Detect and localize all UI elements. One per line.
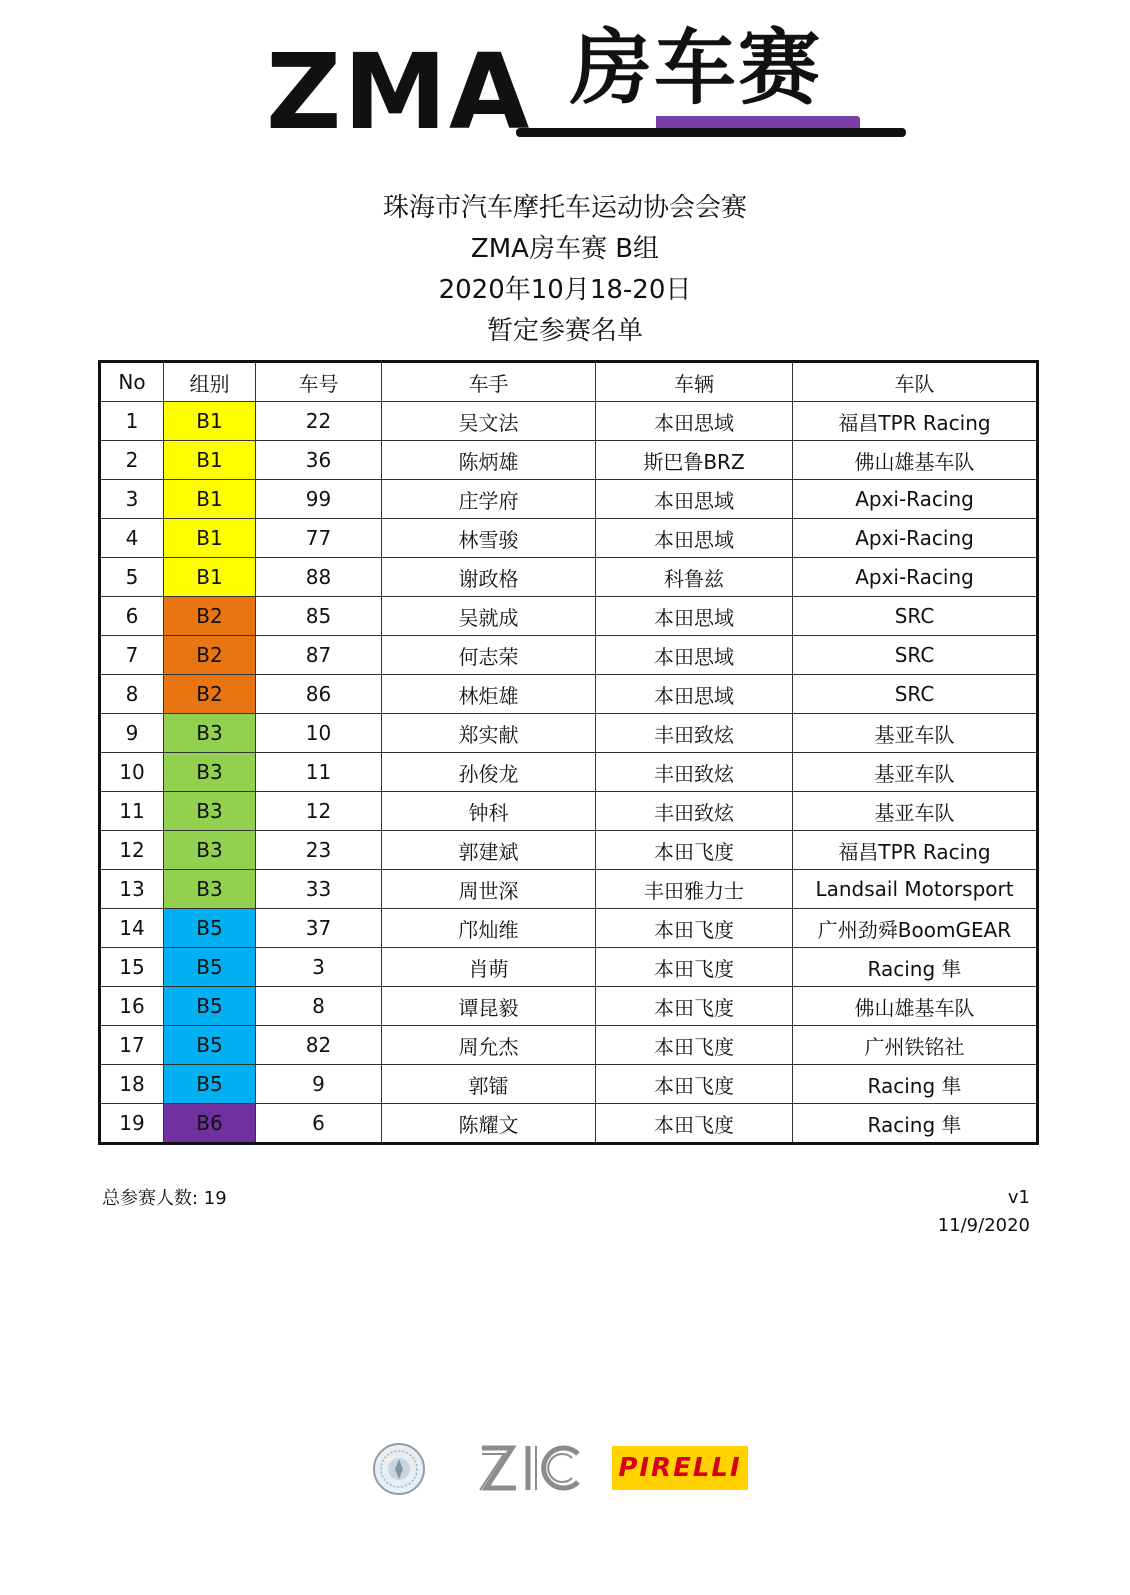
cell-vehicle: 本田飞度 — [596, 1104, 793, 1144]
cell-vehicle: 本田思域 — [596, 597, 793, 636]
cell-no: 6 — [100, 597, 164, 636]
table-row — [100, 636, 1038, 675]
cell-vehicle: 本田飞度 — [596, 948, 793, 987]
cell-group: B2 — [164, 636, 256, 675]
version-label: v1 — [1007, 1187, 1030, 1208]
cell-car-number: 6 — [256, 1104, 382, 1144]
cell-driver: 钟科 — [382, 792, 596, 831]
cell-car-number: 85 — [256, 597, 382, 636]
cell-driver: 谢政格 — [382, 558, 596, 597]
cell-no: 11 — [100, 792, 164, 831]
sponsor-logos — [0, 1440, 1130, 1504]
cell-vehicle: 本田思域 — [596, 675, 793, 714]
cell-car-number: 22 — [256, 402, 382, 441]
table-row — [100, 402, 1038, 441]
cell-car-number: 37 — [256, 909, 382, 948]
table-row — [100, 909, 1038, 948]
cell-vehicle: 本田思域 — [596, 636, 793, 675]
cell-team: Racing 隼 — [793, 1104, 1038, 1144]
cell-vehicle: 丰田雅力士 — [596, 870, 793, 909]
cell-driver: 林雪骏 — [382, 519, 596, 558]
cell-group: B3 — [164, 831, 256, 870]
cell-no: 15 — [100, 948, 164, 987]
cell-driver: 郭镭 — [382, 1065, 596, 1104]
table-row — [100, 714, 1038, 753]
cell-vehicle: 本田思域 — [596, 480, 793, 519]
list-title: 暂定参赛名单 — [486, 316, 643, 346]
table-header-row — [100, 362, 1038, 402]
cell-no: 13 — [100, 870, 164, 909]
cell-car-number: 33 — [256, 870, 382, 909]
table-row — [100, 675, 1038, 714]
cell-no: 9 — [100, 714, 164, 753]
table-row — [100, 441, 1038, 480]
cell-team: Apxi-Racing — [793, 519, 1038, 558]
cell-vehicle: 本田飞度 — [596, 987, 793, 1026]
cell-team: Racing 隼 — [793, 1065, 1038, 1104]
cell-no: 4 — [100, 519, 164, 558]
cell-car-number: 3 — [256, 948, 382, 987]
cell-vehicle: 本田飞度 — [596, 1026, 793, 1065]
cell-vehicle: 本田思域 — [596, 519, 793, 558]
cell-driver: 庄学府 — [382, 480, 596, 519]
cell-vehicle: 丰田致炫 — [596, 714, 793, 753]
cell-driver: 周允杰 — [382, 1026, 596, 1065]
cell-team: SRC — [793, 597, 1038, 636]
cell-vehicle: 本田飞度 — [596, 831, 793, 870]
cell-no: 8 — [100, 675, 164, 714]
cell-driver: 孙俊龙 — [382, 753, 596, 792]
cell-driver: 林炬雄 — [382, 675, 596, 714]
cell-no: 3 — [100, 480, 164, 519]
total-entrants: 总参赛人数: 19 — [102, 1188, 227, 1209]
cell-team: Racing 隼 — [793, 948, 1038, 987]
cell-driver: 吴就成 — [382, 597, 596, 636]
cell-car-number: 11 — [256, 753, 382, 792]
cell-driver: 郑实献 — [382, 714, 596, 753]
table-row — [100, 1065, 1038, 1104]
cell-no: 18 — [100, 1065, 164, 1104]
pirelli-logo: PIRELLI — [612, 1446, 748, 1490]
cell-car-number: 8 — [256, 987, 382, 1026]
organizer-title: 珠海市汽车摩托车运动协会会赛 — [382, 193, 747, 223]
cell-group: B3 — [164, 870, 256, 909]
cell-driver: 周世深 — [382, 870, 596, 909]
cell-group: B5 — [164, 948, 256, 987]
cell-group: B3 — [164, 714, 256, 753]
cell-team: 福昌TPR Racing — [793, 402, 1038, 441]
cell-team: SRC — [793, 675, 1038, 714]
cell-team: 佛山雄基车队 — [793, 441, 1038, 480]
cell-car-number: 87 — [256, 636, 382, 675]
cell-group: B1 — [164, 402, 256, 441]
table-row — [100, 987, 1038, 1026]
header-no: No — [100, 362, 164, 402]
cell-car-number: 9 — [256, 1065, 382, 1104]
cell-no: 19 — [100, 1104, 164, 1144]
cell-car-number: 86 — [256, 675, 382, 714]
cell-group: B5 — [164, 909, 256, 948]
cell-no: 14 — [100, 909, 164, 948]
header-driver: 车手 — [382, 362, 596, 402]
cell-driver: 郭建斌 — [382, 831, 596, 870]
header-vehicle: 车辆 — [596, 362, 793, 402]
table-row — [100, 753, 1038, 792]
cell-car-number: 88 — [256, 558, 382, 597]
cell-no: 2 — [100, 441, 164, 480]
cell-no: 12 — [100, 831, 164, 870]
header-group: 组别 — [164, 362, 256, 402]
event-date: 2020年10月18-20日 — [438, 275, 692, 305]
cell-group: B3 — [164, 753, 256, 792]
header-team: 车队 — [793, 362, 1038, 402]
table-row — [100, 558, 1038, 597]
cell-car-number: 82 — [256, 1026, 382, 1065]
cell-driver: 陈炳雄 — [382, 441, 596, 480]
table-row — [100, 948, 1038, 987]
cell-vehicle: 本田飞度 — [596, 1065, 793, 1104]
table-row — [100, 870, 1038, 909]
cell-team: Landsail Motorsport — [793, 870, 1038, 909]
cell-car-number: 77 — [256, 519, 382, 558]
document-heading — [0, 188, 1130, 352]
cell-team: 佛山雄基车队 — [793, 987, 1038, 1026]
cell-driver: 邝灿维 — [382, 909, 596, 948]
table-row — [100, 831, 1038, 870]
cell-car-number: 36 — [256, 441, 382, 480]
cell-driver: 陈耀文 — [382, 1104, 596, 1144]
cell-group: B1 — [164, 441, 256, 480]
cell-team: 福昌TPR Racing — [793, 831, 1038, 870]
logo-chinese-text: 房车赛 — [570, 21, 823, 116]
logo-underline-bar — [516, 128, 906, 137]
table-row — [100, 792, 1038, 831]
cell-car-number: 23 — [256, 831, 382, 870]
cell-no: 16 — [100, 987, 164, 1026]
cell-vehicle: 本田思域 — [596, 402, 793, 441]
table-row — [100, 597, 1038, 636]
cell-no: 1 — [100, 402, 164, 441]
cell-driver: 谭昆毅 — [382, 987, 596, 1026]
cell-driver: 何志荣 — [382, 636, 596, 675]
cell-group: B5 — [164, 1065, 256, 1104]
cell-group: B5 — [164, 1026, 256, 1065]
cell-team: 广州劲舜BoomGEAR — [793, 909, 1038, 948]
association-seal-icon — [372, 1442, 426, 1496]
cell-car-number: 12 — [256, 792, 382, 831]
cell-team: Apxi-Racing — [793, 480, 1038, 519]
cell-team: 基亚车队 — [793, 714, 1038, 753]
cell-car-number: 10 — [256, 714, 382, 753]
cell-group: B1 — [164, 558, 256, 597]
header-car-number: 车号 — [256, 362, 382, 402]
table-row — [100, 519, 1038, 558]
cell-team: 基亚车队 — [793, 753, 1038, 792]
cell-group: B2 — [164, 675, 256, 714]
cell-vehicle: 丰田致炫 — [596, 753, 793, 792]
cell-team: 基亚车队 — [793, 792, 1038, 831]
zic-logo — [478, 1440, 586, 1496]
cell-group: B1 — [164, 519, 256, 558]
cell-vehicle: 科鲁兹 — [596, 558, 793, 597]
cell-team: SRC — [793, 636, 1038, 675]
cell-no: 7 — [100, 636, 164, 675]
cell-group: B5 — [164, 987, 256, 1026]
cell-no: 10 — [100, 753, 164, 792]
cell-vehicle: 本田飞度 — [596, 909, 793, 948]
cell-team: 广州铁铭社 — [793, 1026, 1038, 1065]
cell-group: B3 — [164, 792, 256, 831]
entry-list-table — [98, 360, 1039, 1145]
cell-no: 17 — [100, 1026, 164, 1065]
cell-group: B1 — [164, 480, 256, 519]
cell-team: Apxi-Racing — [793, 558, 1038, 597]
table-row — [100, 1026, 1038, 1065]
cell-no: 5 — [100, 558, 164, 597]
zma-logo — [266, 21, 866, 153]
cell-group: B2 — [164, 597, 256, 636]
table-row — [100, 480, 1038, 519]
version-block — [938, 1184, 1030, 1240]
table-row — [100, 1104, 1038, 1144]
cell-driver: 肖萌 — [382, 948, 596, 987]
cell-vehicle: 丰田致炫 — [596, 792, 793, 831]
cell-group: B6 — [164, 1104, 256, 1144]
cell-driver: 吴文法 — [382, 402, 596, 441]
event-title: ZMA房车赛 B组 — [470, 234, 660, 264]
cell-car-number: 99 — [256, 480, 382, 519]
logo-latin-text: ZMA — [266, 31, 532, 153]
cell-vehicle: 斯巴鲁BRZ — [596, 441, 793, 480]
version-date: 11/9/2020 — [937, 1215, 1030, 1236]
